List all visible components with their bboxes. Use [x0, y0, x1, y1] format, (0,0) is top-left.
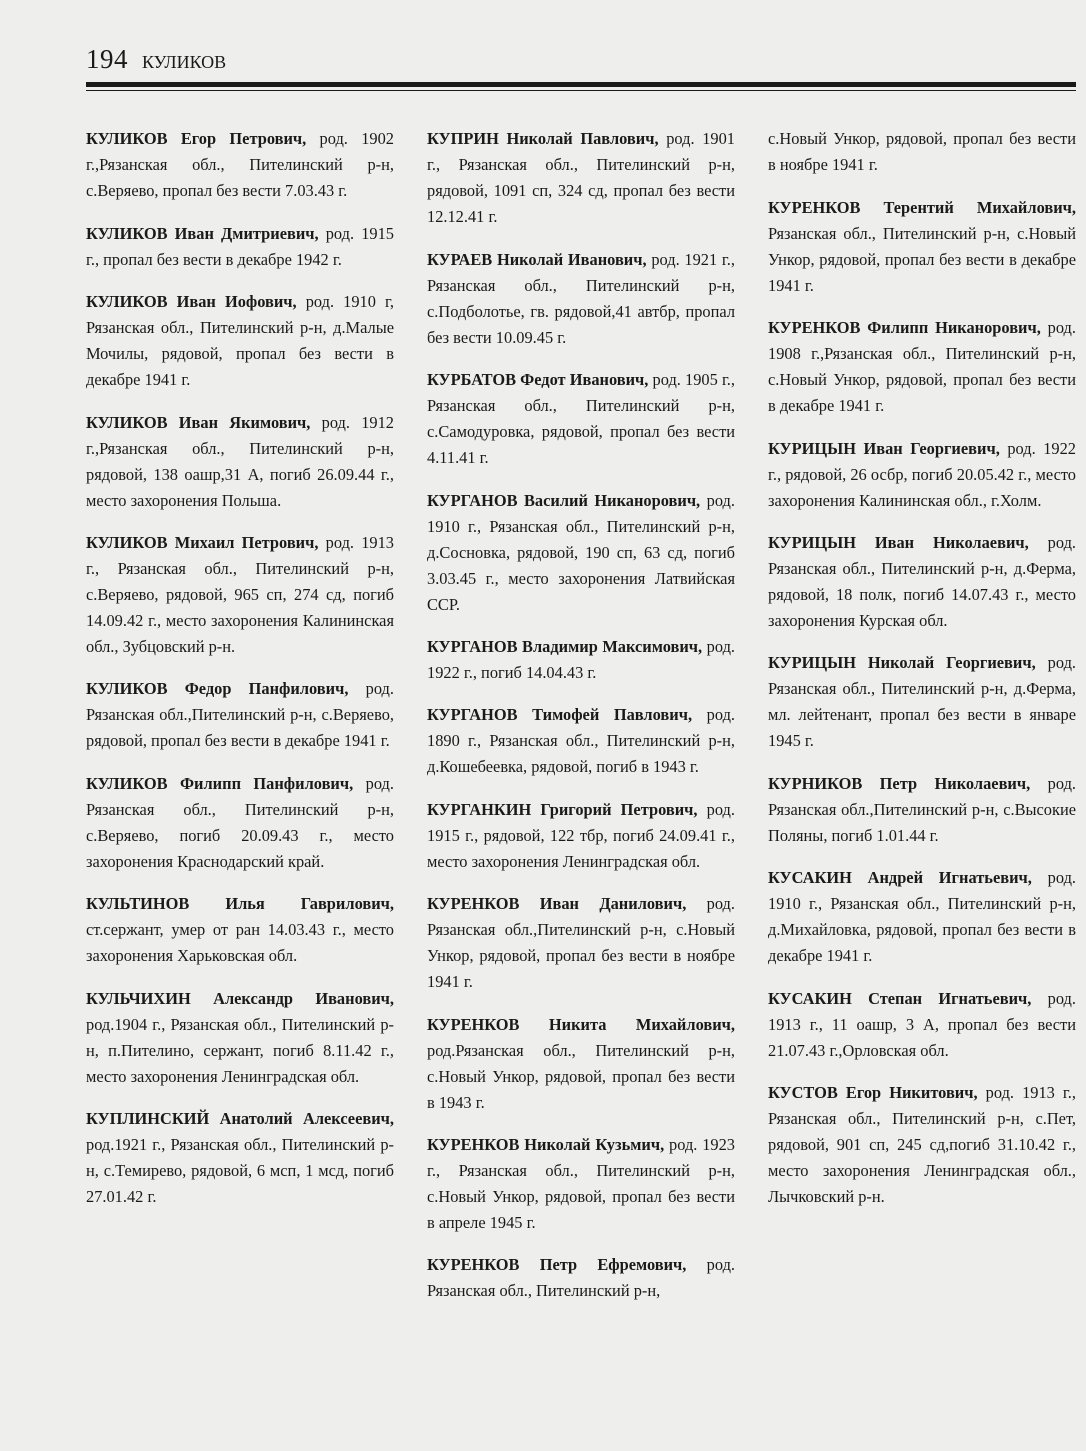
entry: [86, 410, 394, 514]
entry: [427, 1012, 735, 1116]
entry-details: род. 1910 г, Рязанская обл., Пителинский р-н, д.Малые Мочилы, рядовой, пропал без вести в декабре 1941 г.: [86, 292, 394, 390]
entry: [86, 289, 394, 393]
page-header: [86, 44, 1076, 84]
header-rule-thick: [86, 82, 1076, 87]
entry-details: ст.сержант, умер от ран 14.03.43 г., место захоронения Харьковская обл.: [86, 920, 394, 966]
entry-details: род. 1910 г., Рязанская обл., Пителинский р-н, д.Сосновка, рядовой, 190 сп, 63 сд, погиб 3.03.45 г., место захоронения Латвийская ССР.: [427, 490, 735, 614]
entry-details: род. 1912 г.,Рязанская обл., Пителинский р-н, рядовой, 138 оашр,31 А, погиб 26.09.44 г., место захоронения Польша.: [86, 412, 394, 510]
entry-details: род.1904 г., Рязанская обл., Пителинский р-н, п.Пителино, сержант, погиб 8.11.42 г., место захоронения Ленинградская обл.: [86, 1014, 394, 1086]
entry: [768, 650, 1076, 754]
entry-details: род. Рязанская обл., Пителинский р-н, д.Ферма, мл. лейтенант, пропал без вести в январе 1945 г.: [768, 653, 1077, 751]
entry-name: КУРИЦЫН Иван Николаевич,: [768, 532, 1029, 552]
entry-name: КУСАКИН Андрей Игнатьевич,: [768, 868, 1032, 888]
entry-details: род. 1910 г., Рязанская обл., Пителинский р-н, д.Михайловка, рядовой, пропал без вести в декабре 1941 г.: [768, 868, 1077, 966]
entry: [427, 247, 735, 351]
entry-details: род. 1922 г., рядовой, 26 осбр, погиб 20.05.42 г., место захоронения Калининская обл., г.Холм.: [768, 438, 1076, 510]
entry-name: КУРЕНКОВ Иван Данилович,: [427, 894, 687, 914]
column-2: [427, 110, 735, 1430]
entry-details: род. 1890 г., Рязанская обл., Пителинский р-н, д.Кошебеевка, рядовой, погиб в 1943 г.: [427, 705, 736, 777]
entry: [427, 634, 735, 686]
entry-details: род. 1922 г., погиб 14.04.43 г.: [427, 636, 735, 682]
entry-details: род. 1905 г., Рязанская обл., Пителинский р-н, с.Самодуровка, рядовой, пропал без вести 4.11.41 г.: [427, 370, 736, 468]
entry-name: КУРЕНКОВ Терентий Михайлович,: [768, 197, 1076, 217]
entry-details: род. Рязанская обл.,Пителинский р-н, с.Высокие Поляны, погиб 1.01.44 г.: [768, 773, 1077, 845]
entry-details: род. 1915 г., пропал без вести в декабре 1942 г.: [86, 223, 394, 269]
entry-details: род. Рязанская обл., Пителинский р-н,: [427, 1255, 736, 1301]
entry-name: КУРГАНКИН Григорий Петрович,: [427, 799, 698, 819]
entry: [768, 315, 1076, 419]
entry-details: род. Рязанская обл.,Пителинский р-н, с.Веряево, рядовой, пропал без вести в декабре 1941 г.: [86, 679, 394, 751]
entry-name: КУСТОВ Егор Никитович,: [768, 1082, 978, 1102]
entry: [427, 702, 735, 780]
entry-name: КУСАКИН Степан Игнатьевич,: [768, 988, 1032, 1008]
entry: [768, 530, 1076, 634]
entry-name: КУЛЬЧИХИН Александр Иванович,: [86, 988, 394, 1008]
entry-name: КУЛИКОВ Иван Якимович,: [86, 412, 311, 432]
entry-details: род. Рязанская обл., Пителинский р-н, д.Ферма, рядовой, 18 полк, погиб 14.07.43 г., место захоронения Курская обл.: [768, 532, 1077, 630]
entry: [86, 126, 394, 204]
entry-details: род.1921 г., Рязанская обл., Пителинский р-н, с.Темирево, рядовой, 6 мсп, 1 мсд, погиб 27.01.42 г.: [86, 1134, 394, 1206]
column-1: [86, 110, 394, 1430]
entry-name: КУЛИКОВ Иван Дмитриевич,: [86, 223, 319, 243]
entry: [86, 771, 394, 875]
entry-name: КУПРИН Николай Павлович,: [427, 129, 659, 149]
entry-name: КУРЕНКОВ Николай Кузьмич,: [427, 1134, 665, 1154]
entry-details: род. 1902 г.,Рязанская обл., Пителинский р-н, с.Веряево, пропал без вести 7.03.43 г.: [86, 129, 394, 201]
entry: [427, 891, 735, 995]
entry-name: КУРГАНОВ Владимир Максимович,: [427, 636, 703, 656]
entry-details: род. 1921 г., Рязанская обл., Пителинский р-н, с.Подболотье, гв. рядовой,41 автбр, пропал без вести 10.09.45 г.: [427, 249, 735, 347]
entry: [86, 676, 394, 754]
entry: [427, 1132, 735, 1236]
entry: [427, 367, 735, 471]
entry-name: КУПЛИНСКИЙ Анатолий Алексеевич,: [86, 1108, 394, 1128]
entry-details: с.Новый Ункор, рядовой, пропал без вести в ноябре 1941 г.: [768, 129, 1076, 175]
entry-details: род. Рязанская обл., Пителинский р-н, с.Веряево, погиб 20.09.43 г., место захоронения Краснодарский край.: [86, 773, 394, 871]
entry-name: КУРАЕВ Николай Иванович,: [427, 249, 647, 269]
entry-name: КУРИЦЫН Николай Георгиевич,: [768, 653, 1036, 673]
entry: [86, 221, 394, 273]
column-3: [768, 110, 1076, 1430]
entry: [427, 797, 735, 875]
entry-name: КУЛИКОВ Егор Петрович,: [86, 129, 307, 149]
entry-name: КУРБАТОВ Федот Иванович,: [427, 370, 649, 390]
entry-name: КУЛИКОВ Филипп Панфилович,: [86, 773, 354, 793]
entry-name: КУРГАНОВ Василий Никанорович,: [427, 490, 701, 510]
entry-name: КУРЕНКОВ Филипп Никанорович,: [768, 318, 1041, 338]
entry: [427, 126, 735, 230]
entry-name: КУРЕНКОВ Петр Ефремович,: [427, 1255, 687, 1275]
entry-details: род. 1915 г., рядовой, 122 тбр, погиб 24.09.41 г., место захоронения Ленинградская обл.: [427, 799, 735, 871]
entry-name: КУРЕНКОВ Никита Михайлович,: [427, 1014, 735, 1034]
entry-details: род.Рязанская обл., Пителинский р-н, с.Новый Ункор, рядовой, пропал без вести в 1943 г.: [427, 1040, 735, 1112]
page-number: 194: [86, 44, 128, 74]
entry: [427, 1252, 735, 1304]
running-head: КУЛИКОВ: [142, 52, 227, 72]
entry-details: род. 1913 г., Рязанская обл., Пителинский р-н, с.Веряево, рядовой, 965 сп, 274 сд, погиб 14.09.42 г., место захоронения Калининская обл., Зубцовский р-н.: [86, 532, 394, 656]
entry: [768, 771, 1076, 849]
entry-name: КУЛИКОВ Михаил Петрович,: [86, 532, 319, 552]
entry-name: КУРГАНОВ Тимофей Павлович,: [427, 705, 693, 725]
entry-name: КУРИЦЫН Иван Георгиевич,: [768, 438, 1000, 458]
entry: [768, 1080, 1076, 1210]
entry-name: КУРНИКОВ Петр Николаевич,: [768, 773, 1031, 793]
entry: [86, 891, 394, 969]
entry-details: род. Рязанская обл.,Пителинский р-н, с.Новый Ункор, рядовой, пропал без вести в ноябре 1941 г.: [427, 894, 735, 992]
entry-name: КУЛИКОВ Иван Иофович,: [86, 292, 297, 312]
entry-details: род. 1901 г., Рязанская обл., Пителинский р-н, рядовой, 1091 сп, 324 сд, пропал без вести 12.12.41 г.: [427, 129, 735, 227]
entry: [768, 865, 1076, 969]
entry: [86, 1106, 394, 1210]
entry: [768, 436, 1076, 514]
entry: [768, 986, 1076, 1064]
entry: [768, 126, 1076, 178]
entry-details: род. 1913 г., 11 оашр, 3 А, пропал без вести 21.07.43 г.,Орловская обл.: [768, 988, 1076, 1060]
entry-details: род. 1923 г., Рязанская обл., Пителинский р-н, с.Новый Ункор, рядовой, пропал без вести в апреле 1945 г.: [427, 1134, 735, 1232]
entry-details: род. 1913 г., Рязанская обл., Пителинский р-н, с.Пет, рядовой, 901 сп, 245 сд,погиб 31.10.42 г., место захоронения Ленинградская обл., Лычковский р-н.: [768, 1082, 1076, 1206]
entry-details: Рязанская обл., Пителинский р-н, с.Новый Ункор, рядовой, пропал без вести в декабре 1941 г.: [768, 223, 1076, 295]
entry: [768, 195, 1076, 299]
entry-name: КУЛЬТИНОВ Илья Гаврилович,: [86, 894, 394, 914]
entry-name: КУЛИКОВ Федор Панфилович,: [86, 679, 349, 699]
entry: [86, 986, 394, 1090]
entry-details: род. 1908 г.,Рязанская обл., Пителинский р-н, с.Новый Ункор, рядовой, пропал без вести в декабре 1941 г.: [768, 318, 1076, 416]
text-columns: [86, 110, 1076, 1430]
entry: [427, 488, 735, 618]
entry: [86, 530, 394, 660]
header-rule-thin: [86, 90, 1076, 91]
